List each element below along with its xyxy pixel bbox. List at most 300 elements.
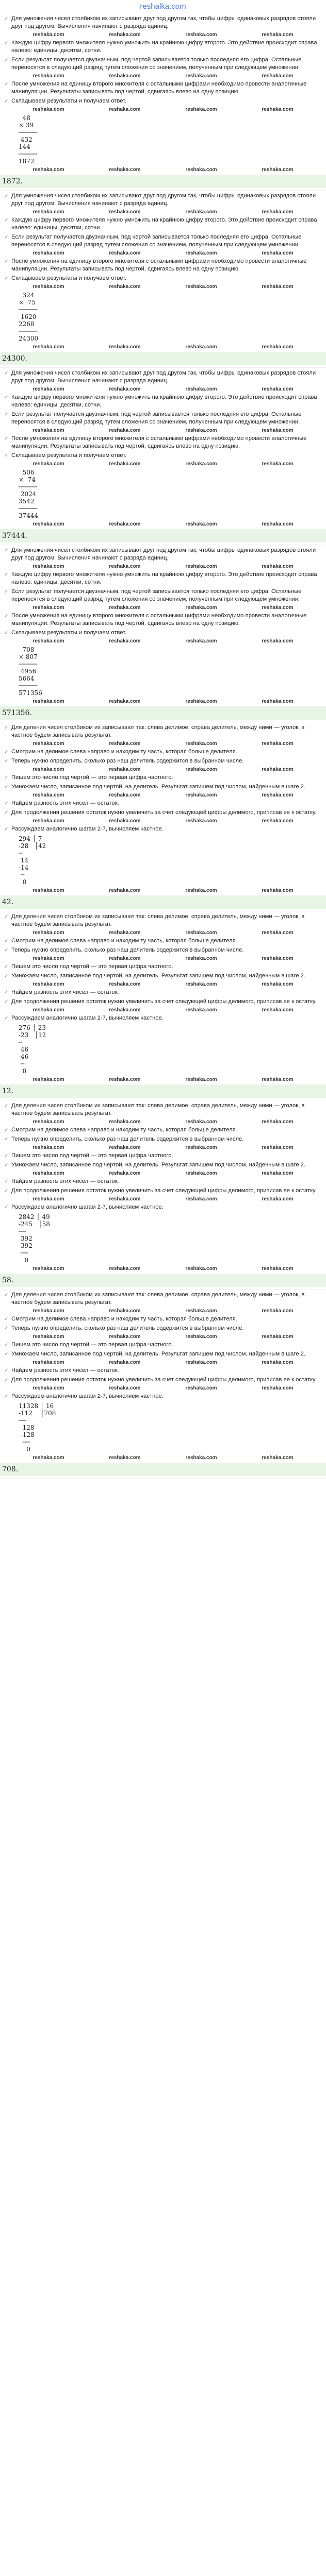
step-text: Для умножения чисел столбиком их записывают друг под другом так, чтобы цифры одинаковых разрядов стояли друг под другом. Вычисления начинают с разряда единиц. [11, 15, 316, 29]
watermark-text: reshaka.com [32, 1145, 64, 1150]
watermark-text: reshaka.com [185, 73, 217, 79]
step-item [4, 233, 322, 249]
step-text: Теперь нужно определить, сколько раз наш делитель содержится в выбранном числе. [11, 758, 244, 764]
watermark-text: reshaka.com [262, 741, 294, 747]
answer-bar: 571356. [0, 706, 326, 720]
calc-row: 2842 │ 49 [19, 1213, 50, 1221]
watermark-row [10, 1385, 316, 1391]
calc-row: ─ [19, 1060, 25, 1067]
step-text: Если результат получается двузначным, под чертой записывается только последняя его цифра. Остальные переносятся в следующий разряд путем сложения со значением, полученным при следующем умножении. [11, 588, 302, 602]
calc-row: 1872 [19, 158, 35, 165]
step-item [4, 1178, 322, 1185]
step-text: Рассуждаем аналогично шагам 2-7, вычисляем частное. [11, 1204, 164, 1210]
watermark-text: reshaka.com [109, 699, 141, 704]
watermark-text: reshaka.com [262, 767, 294, 772]
watermark-text: reshaka.com [109, 521, 141, 527]
watermark-text: reshaka.com [262, 250, 294, 256]
step-item [4, 1161, 322, 1169]
check-icon: ✓ [4, 630, 9, 636]
watermark-text: reshaka.com [32, 386, 64, 392]
check-icon: ✓ [4, 395, 9, 400]
check-icon: ✓ [4, 1188, 9, 1194]
watermark-text: reshaka.com [32, 209, 64, 215]
watermark-text: reshaka.com [262, 344, 294, 350]
watermark-text: reshaka.com [109, 1385, 141, 1391]
step-item [4, 1315, 322, 1323]
step-text: Если результат получается двузначным, под чертой записывается только последняя его цифра. Остальные переносятся в следующий разряд путем сложения со значением, полученным при следующем умножении. [11, 411, 302, 425]
step-text: После умножения на единицу второго множителя с остальными цифрами необходимо провести аналогичные манипуляции. Результаты записывать под чертой, сдвигаясь влево на одну позицию. [11, 435, 307, 449]
step-text: Смотрим на делимое слева направо и находим ту часть, которая больше делителя. [11, 1316, 237, 1322]
watermark-text: reshaka.com [262, 888, 294, 893]
step-text: Найдем разность этих чисел — остаток. [11, 1178, 119, 1184]
watermark-row [10, 461, 316, 467]
check-icon: ✓ [4, 826, 9, 832]
watermark-text: reshaka.com [32, 344, 64, 350]
watermark-text: reshaka.com [32, 107, 64, 112]
watermark-text: reshaka.com [109, 605, 141, 611]
watermark-row [10, 428, 316, 433]
watermark-text: reshaka.com [185, 638, 217, 644]
watermark-text: reshaka.com [109, 930, 141, 936]
watermark-row [10, 32, 316, 38]
watermark-text: reshaka.com [262, 521, 294, 527]
check-icon: ✓ [4, 990, 9, 995]
step-item [4, 1014, 322, 1022]
step-item [4, 937, 322, 945]
site-header[interactable]: reshalka.com [140, 2, 186, 11]
step-item [4, 946, 322, 954]
watermark-text: reshaka.com [185, 1308, 217, 1314]
watermark-text: reshaka.com [185, 564, 217, 569]
check-icon: ✓ [4, 801, 9, 806]
watermark-row [10, 73, 316, 79]
watermark-text: reshaka.com [32, 1334, 64, 1340]
watermark-text: reshaka.com [109, 107, 141, 112]
step-text: Для деления чисел столбиком их записывают так: слева делимое, справа делитель, между ними — уголок, в частное будем записывать результат. [11, 1103, 305, 1116]
calc-row: 708 [19, 646, 35, 653]
watermark-text: reshaka.com [32, 1266, 64, 1272]
watermark-row [10, 344, 316, 350]
column-calculation [19, 1213, 326, 1264]
step-text: Для продолжения решения остаток нужно увеличить за счет следующей цифры делимого, приписав ее к остатку. [11, 809, 317, 816]
calc-row: ── [19, 1438, 30, 1446]
watermark-row [10, 1007, 316, 1013]
watermark-text: reshaka.com [109, 250, 141, 256]
step-item [4, 216, 322, 232]
watermark-row [10, 1119, 316, 1125]
calc-row: 48 [19, 114, 30, 122]
check-icon: ✓ [4, 436, 9, 442]
watermark-row [10, 167, 316, 173]
watermark-text: reshaka.com [109, 767, 141, 772]
watermark-text: reshaka.com [262, 461, 294, 467]
step-item [4, 394, 322, 409]
watermark-text: reshaka.com [185, 32, 217, 38]
calc-row: 4956 [19, 668, 37, 675]
watermark-text: reshaka.com [185, 284, 217, 290]
calc-row: × 807 [19, 653, 38, 660]
watermark-text: reshaka.com [262, 1455, 294, 1461]
calc-row: 0 [19, 1446, 30, 1453]
check-icon: ✓ [4, 613, 9, 619]
check-icon: ✓ [4, 572, 9, 578]
answer-bar: 1872. [0, 175, 326, 188]
watermark-text: reshaka.com [32, 638, 64, 644]
step-item [4, 757, 322, 765]
calc-row: 0 [19, 878, 27, 886]
step-text: Найдем разность этих чисел — остаток. [11, 1367, 119, 1374]
check-icon: ✓ [4, 259, 9, 264]
column-calculation [19, 469, 326, 519]
step-item [4, 1393, 322, 1400]
watermark-row [10, 605, 316, 611]
calc-row: ───── [19, 306, 38, 313]
step-text: Смотрим на делимое слева направо и находим ту часть, которая больше делителя. [11, 1127, 237, 1133]
calc-row: 3542 [19, 498, 35, 505]
watermark-text: reshaka.com [185, 461, 217, 467]
watermark-text: reshaka.com [32, 1385, 64, 1391]
step-text: Для деления чисел столбиком их записывают так: слева делимое, справа делитель, между ними — уголок, в частное будем записывать результат. [11, 1292, 305, 1306]
solution-section [0, 369, 326, 545]
watermark-row [10, 107, 316, 112]
watermark-text: reshaka.com [109, 1360, 141, 1365]
step-text: Каждую цифру первого множителя нужно умножить на крайнюю цифру второго. Это действие происходит справа налево: единицы, десятки, сотни. [11, 217, 317, 231]
step-text: Для продолжения решения остаток нужно увеличить за счет следующей цифры делимого, приписав ее к остатку. [11, 1377, 317, 1383]
step-item [4, 809, 322, 817]
calc-row: 128 [19, 1424, 35, 1431]
step-text: Для умножения чисел столбиком их записывают друг под другом так, чтобы цифры одинаковых разрядов стояли друг под другом. Вычисления начинают с разряда единиц. [11, 193, 316, 207]
solution-section [0, 1102, 326, 1290]
watermark-row [10, 818, 316, 824]
watermark-row [10, 1266, 316, 1272]
column-calculation [19, 646, 326, 697]
watermark-text: reshaka.com [109, 209, 141, 215]
watermark-text: reshaka.com [32, 564, 64, 569]
watermark-text: reshaka.com [185, 107, 217, 112]
calc-row: × 74 [19, 476, 36, 483]
watermark-text: reshaka.com [32, 284, 64, 290]
step-text: Каждую цифру первого множителя нужно умножить на крайнюю цифру второго. Это действие происходит справа налево: единицы, десятки, сотни. [11, 40, 317, 54]
watermark-text: reshaka.com [262, 386, 294, 392]
watermark-text: reshaka.com [185, 981, 217, 987]
watermark-text: reshaka.com [262, 818, 294, 824]
step-text: После умножения на единицу второго множителя с остальными цифрами необходимо провести аналогичные манипуляции. Результаты записывать под чертой, сдвигаясь влево на одну позицию. [11, 81, 307, 95]
step-text: Если результат получается двузначным, под чертой записывается только последняя его цифра. Остальные переносятся в следующий разряд путем сложения со значением, полученным при следующем умножении. [11, 234, 302, 248]
watermark-row [10, 521, 316, 527]
calc-row: ───── [19, 505, 38, 512]
step-text: Рассуждаем аналогично шагам 2-7, вычисляем частное. [11, 826, 164, 832]
step-item [4, 588, 322, 603]
watermark-text: reshaka.com [32, 32, 64, 38]
watermark-text: reshaka.com [32, 250, 64, 256]
step-item [4, 963, 322, 971]
calc-row: 37444 [19, 512, 39, 519]
step-item [4, 748, 322, 756]
watermark-text: reshaka.com [32, 1455, 64, 1461]
watermark-text: reshaka.com [185, 930, 217, 936]
step-text: Для умножения чисел столбиком их записывают друг под другом так, чтобы цифры одинаковых разрядов стояли друг под другом. Вычисления начинают с разряда единиц. [11, 547, 316, 561]
check-icon: ✓ [4, 999, 9, 1005]
check-icon: ✓ [4, 453, 9, 459]
watermark-text: reshaka.com [185, 521, 217, 527]
column-calculation [19, 292, 326, 342]
check-icon: ✓ [4, 217, 9, 223]
check-icon: ✓ [4, 81, 9, 87]
watermark-text: reshaka.com [32, 1308, 64, 1314]
watermark-text: reshaka.com [262, 1266, 294, 1272]
calc-row: 5664 [19, 675, 35, 682]
watermark-text: reshaka.com [262, 428, 294, 433]
watermark-text: reshaka.com [32, 699, 64, 704]
watermark-text: reshaka.com [32, 888, 64, 893]
watermark-text: reshaka.com [262, 32, 294, 38]
watermark-text: reshaka.com [32, 767, 64, 772]
check-icon: ✓ [4, 784, 9, 790]
calc-row: 276 │ 23 [19, 1024, 46, 1031]
step-item [4, 1291, 322, 1307]
check-icon: ✓ [4, 1153, 9, 1159]
watermark-text: reshaka.com [185, 792, 217, 798]
check-icon: ✓ [4, 914, 9, 920]
calc-row: ── [19, 1417, 26, 1424]
solution-content [0, 15, 326, 1479]
watermark-text: reshaka.com [109, 1266, 141, 1272]
calc-row: 24300 [19, 335, 39, 342]
step-item [4, 369, 322, 385]
watermark-text: reshaka.com [109, 1119, 141, 1125]
watermark-text: reshaka.com [109, 1171, 141, 1176]
solution-section [0, 192, 326, 368]
calc-row: -46 [19, 1053, 29, 1060]
watermark-text: reshaka.com [32, 1007, 64, 1013]
step-text: Для продолжения решения остаток нужно увеличить за счет следующей цифры делимого, приписав ее к остатку. [11, 998, 317, 1005]
watermark-text: reshaka.com [109, 792, 141, 798]
calc-row: 506 [19, 469, 35, 476]
check-icon: ✓ [4, 1162, 9, 1168]
watermark-text: reshaka.com [109, 741, 141, 747]
watermark-text: reshaka.com [185, 1145, 217, 1150]
solution-section [0, 547, 326, 722]
solution-section [0, 15, 326, 191]
column-calculation [19, 835, 326, 886]
step-text: Смотрим на делимое слева направо и находим ту часть, которая больше делителя. [11, 938, 237, 944]
watermark-text: reshaka.com [262, 284, 294, 290]
step-item [4, 1102, 322, 1117]
watermark-text: reshaka.com [32, 956, 64, 961]
watermark-text: reshaka.com [32, 521, 64, 527]
watermark-text: reshaka.com [262, 1171, 294, 1176]
step-item [4, 989, 322, 996]
calc-row: 432 [19, 136, 32, 143]
step-item [4, 774, 322, 782]
watermark-text: reshaka.com [32, 428, 64, 433]
watermark-text: reshaka.com [109, 32, 141, 38]
check-icon: ✓ [4, 370, 9, 376]
step-item [4, 258, 322, 273]
watermark-text: reshaka.com [185, 1334, 217, 1340]
watermark-text: reshaka.com [109, 1196, 141, 1202]
watermark-row [10, 386, 316, 392]
watermark-text: reshaka.com [262, 1308, 294, 1314]
check-icon: ✓ [4, 1015, 9, 1021]
step-item [4, 275, 322, 282]
step-item [4, 80, 322, 96]
step-item [4, 1136, 322, 1143]
check-icon: ✓ [4, 1368, 9, 1374]
watermark-text: reshaka.com [185, 1196, 217, 1202]
watermark-text: reshaka.com [109, 1145, 141, 1150]
check-icon: ✓ [4, 1326, 9, 1331]
step-item [4, 913, 322, 928]
check-icon: ✓ [4, 725, 9, 731]
step-text: Умножаем число, записанное под чертой, на делитель. Результат запишем под числом, найденным в шаге 2. [11, 784, 306, 790]
watermark-text: reshaka.com [109, 638, 141, 644]
watermark-text: reshaka.com [32, 930, 64, 936]
watermark-row [10, 1360, 316, 1365]
watermark-text: reshaka.com [185, 209, 217, 215]
step-text: Складываем результаты и получаем ответ. [11, 630, 127, 636]
watermark-text: reshaka.com [32, 167, 64, 173]
watermark-row [10, 699, 316, 704]
watermark-text: reshaka.com [185, 956, 217, 961]
watermark-text: reshaka.com [109, 956, 141, 961]
check-icon: ✓ [4, 276, 9, 281]
step-item [4, 56, 322, 72]
check-icon: ✓ [4, 40, 9, 46]
watermark-text: reshaka.com [32, 605, 64, 611]
calc-row: 1620 [19, 313, 37, 320]
watermark-text: reshaka.com [262, 73, 294, 79]
watermark-text: reshaka.com [109, 1007, 141, 1013]
watermark-text: reshaka.com [262, 564, 294, 569]
watermark-text: reshaka.com [109, 981, 141, 987]
check-icon: ✓ [4, 57, 9, 63]
step-item [4, 571, 322, 586]
column-calculation [19, 1402, 326, 1453]
check-icon: ✓ [4, 234, 9, 240]
step-item [4, 724, 322, 739]
step-item [4, 97, 322, 105]
calc-row: 46 [19, 1046, 29, 1053]
step-text: Рассуждаем аналогично шагам 2-7, вычисляем частное. [11, 1015, 164, 1021]
watermark-text: reshaka.com [185, 699, 217, 704]
watermark-text: reshaka.com [185, 818, 217, 824]
watermark-text: reshaka.com [32, 818, 64, 824]
watermark-row [10, 284, 316, 290]
calc-row: ── [19, 1249, 28, 1257]
step-text: Теперь нужно определить, сколько раз наш делитель содержится в выбранном числе. [11, 1325, 244, 1331]
watermark-text: reshaka.com [32, 1119, 64, 1125]
calc-row: ───── [19, 682, 38, 689]
watermark-text: reshaka.com [262, 638, 294, 644]
step-item [4, 800, 322, 807]
watermark-text: reshaka.com [262, 1007, 294, 1013]
step-text: Умножаем число, записанное под чертой, на делитель. Результат запишем под числом, найденным в шаге 2. [11, 1351, 306, 1357]
check-icon: ✓ [4, 1205, 9, 1210]
step-text: Найдем разность этих чисел — остаток. [11, 800, 119, 806]
watermark-row [10, 564, 316, 569]
calc-row: 0 [19, 1067, 27, 1075]
step-text: Смотрим на делимое слева направо и находим ту часть, которая больше делителя. [11, 749, 237, 755]
step-item [4, 998, 322, 1006]
watermark-text: reshaka.com [109, 564, 141, 569]
watermark-text: reshaka.com [185, 1119, 217, 1125]
solution-section [0, 724, 326, 911]
check-icon: ✓ [4, 749, 9, 755]
watermark-text: reshaka.com [109, 1334, 141, 1340]
check-icon: ✓ [4, 589, 9, 595]
watermark-text: reshaka.com [185, 1455, 217, 1461]
check-icon: ✓ [4, 1342, 9, 1348]
watermark-text: reshaka.com [185, 1007, 217, 1013]
watermark-text: reshaka.com [109, 461, 141, 467]
step-text: Для умножения чисел столбиком их записывают друг под другом так, чтобы цифры одинаковых разрядов стояли друг под другом. Вычисления начинают с разряда единиц. [11, 370, 316, 384]
step-item [4, 1325, 322, 1332]
watermark-text: reshaka.com [32, 1360, 64, 1365]
watermark-row [10, 956, 316, 961]
calc-row: ───── [19, 328, 38, 335]
step-text: Пишем это число под чертой — это первая цифра частного. [11, 774, 173, 781]
calc-row: ─ [19, 850, 23, 857]
calc-row: ─ [19, 871, 25, 878]
watermark-row [10, 792, 316, 798]
check-icon: ✓ [4, 1316, 9, 1322]
step-item [4, 783, 322, 791]
step-item [4, 1187, 322, 1195]
watermark-text: reshaka.com [185, 767, 217, 772]
watermark-text: reshaka.com [109, 428, 141, 433]
calc-row: -128 [19, 1431, 35, 1438]
watermark-text: reshaka.com [185, 1266, 217, 1272]
calc-row: -245 │58 [19, 1221, 50, 1228]
check-icon: ✓ [4, 964, 9, 970]
watermark-text: reshaka.com [262, 1360, 294, 1365]
check-icon: ✓ [4, 548, 9, 553]
answer-bar: 42. [0, 895, 326, 909]
check-icon: ✓ [4, 1377, 9, 1383]
step-item [4, 1204, 322, 1211]
watermark-text: reshaka.com [185, 386, 217, 392]
watermark-text: reshaka.com [185, 605, 217, 611]
watermark-text: reshaka.com [262, 956, 294, 961]
check-icon: ✓ [4, 947, 9, 953]
watermark-row [10, 888, 316, 893]
check-icon: ✓ [4, 938, 9, 944]
watermark-text: reshaka.com [262, 1119, 294, 1125]
watermark-text: reshaka.com [185, 1360, 217, 1365]
watermark-text: reshaka.com [262, 1385, 294, 1391]
watermark-text: reshaka.com [109, 888, 141, 893]
step-item [4, 411, 322, 426]
step-item [4, 39, 322, 55]
watermark-text: reshaka.com [262, 699, 294, 704]
calc-row: 294 │ 7 [19, 835, 42, 842]
check-icon: ✓ [4, 193, 9, 199]
watermark-text: reshaka.com [185, 1077, 217, 1082]
watermark-text: reshaka.com [262, 930, 294, 936]
watermark-text: reshaka.com [32, 981, 64, 987]
watermark-row [10, 209, 316, 215]
step-item [4, 1126, 322, 1134]
step-text: Умножаем число, записанное под чертой, на делитель. Результат запишем под числом, найденным в шаге 2. [11, 1162, 306, 1168]
calc-row: 0 [19, 1257, 29, 1264]
watermark-row [10, 250, 316, 256]
step-item [4, 1350, 322, 1358]
watermark-text: reshaka.com [185, 344, 217, 350]
watermark-row [10, 1196, 316, 1202]
watermark-text: reshaka.com [109, 344, 141, 350]
watermark-text: reshaka.com [32, 1171, 64, 1176]
